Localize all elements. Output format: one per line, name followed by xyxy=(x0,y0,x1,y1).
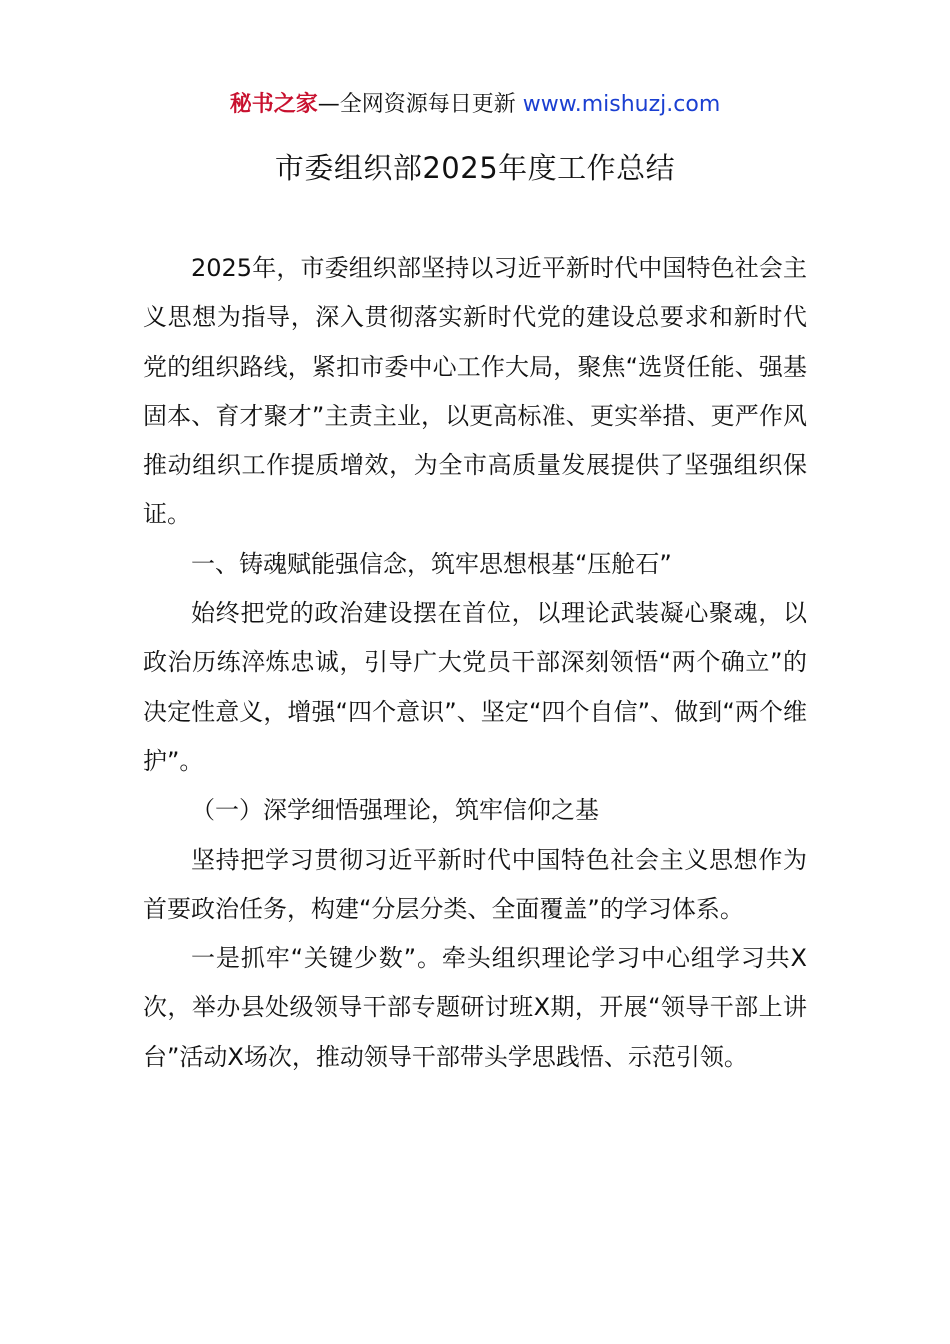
site-url-link[interactable]: www.mishuzj.com xyxy=(522,92,721,117)
brand-name: 秘书之家 xyxy=(229,92,318,117)
header-slogan: —全网资源每日更新 xyxy=(317,92,523,117)
subsection-heading: （一）深学细悟强理论，筑牢信仰之基 xyxy=(191,796,599,825)
subsection-paragraph: 坚持把学习贯彻习近平新时代中国特色社会主义思想作为首要政治任务，构建“分层分类、全面覆盖”的学习体系。 xyxy=(143,845,807,923)
section-paragraph: 始终把党的政治建设摆在首位，以理论武装凝心聚魂，以政治历练淬炼忠诚，引导广大党员干部深刻领悟“两个确立”的决定性意义，增强“四个意识”、坚定“四个自信”、做到“两个维护”。 xyxy=(143,599,807,775)
point-paragraph: 一是抓牢“关键少数”。牵头组织理论学习中心组学习共X次，举办县处级领导干部专题研讨班X期，开展“领导干部上讲台”活动X场次，推动领导干部带头学思践悟、示范引领。 xyxy=(143,944,807,1071)
document-title: 市委组织部2025年度工作总结 xyxy=(274,151,676,185)
document-body xyxy=(143,244,807,1082)
intro-paragraph: 2025年，市委组织部坚持以习近平新时代中国特色社会主义思想为指导，深入贯彻落实新时代党的建设总要求和新时代党的组织路线，紧扣市委中心工作大局，聚焦“选贤任能、强基固本、育才聚才”主责主业，以更高标准、更实举措、更严作风推动组织工作提质增效，为全市高质量发展提供了坚强组织保证。 xyxy=(143,254,807,529)
site-header xyxy=(0,88,950,122)
section-heading: 一、铸魂赋能强信念，筑牢思想根基“压舱石” xyxy=(191,549,672,578)
